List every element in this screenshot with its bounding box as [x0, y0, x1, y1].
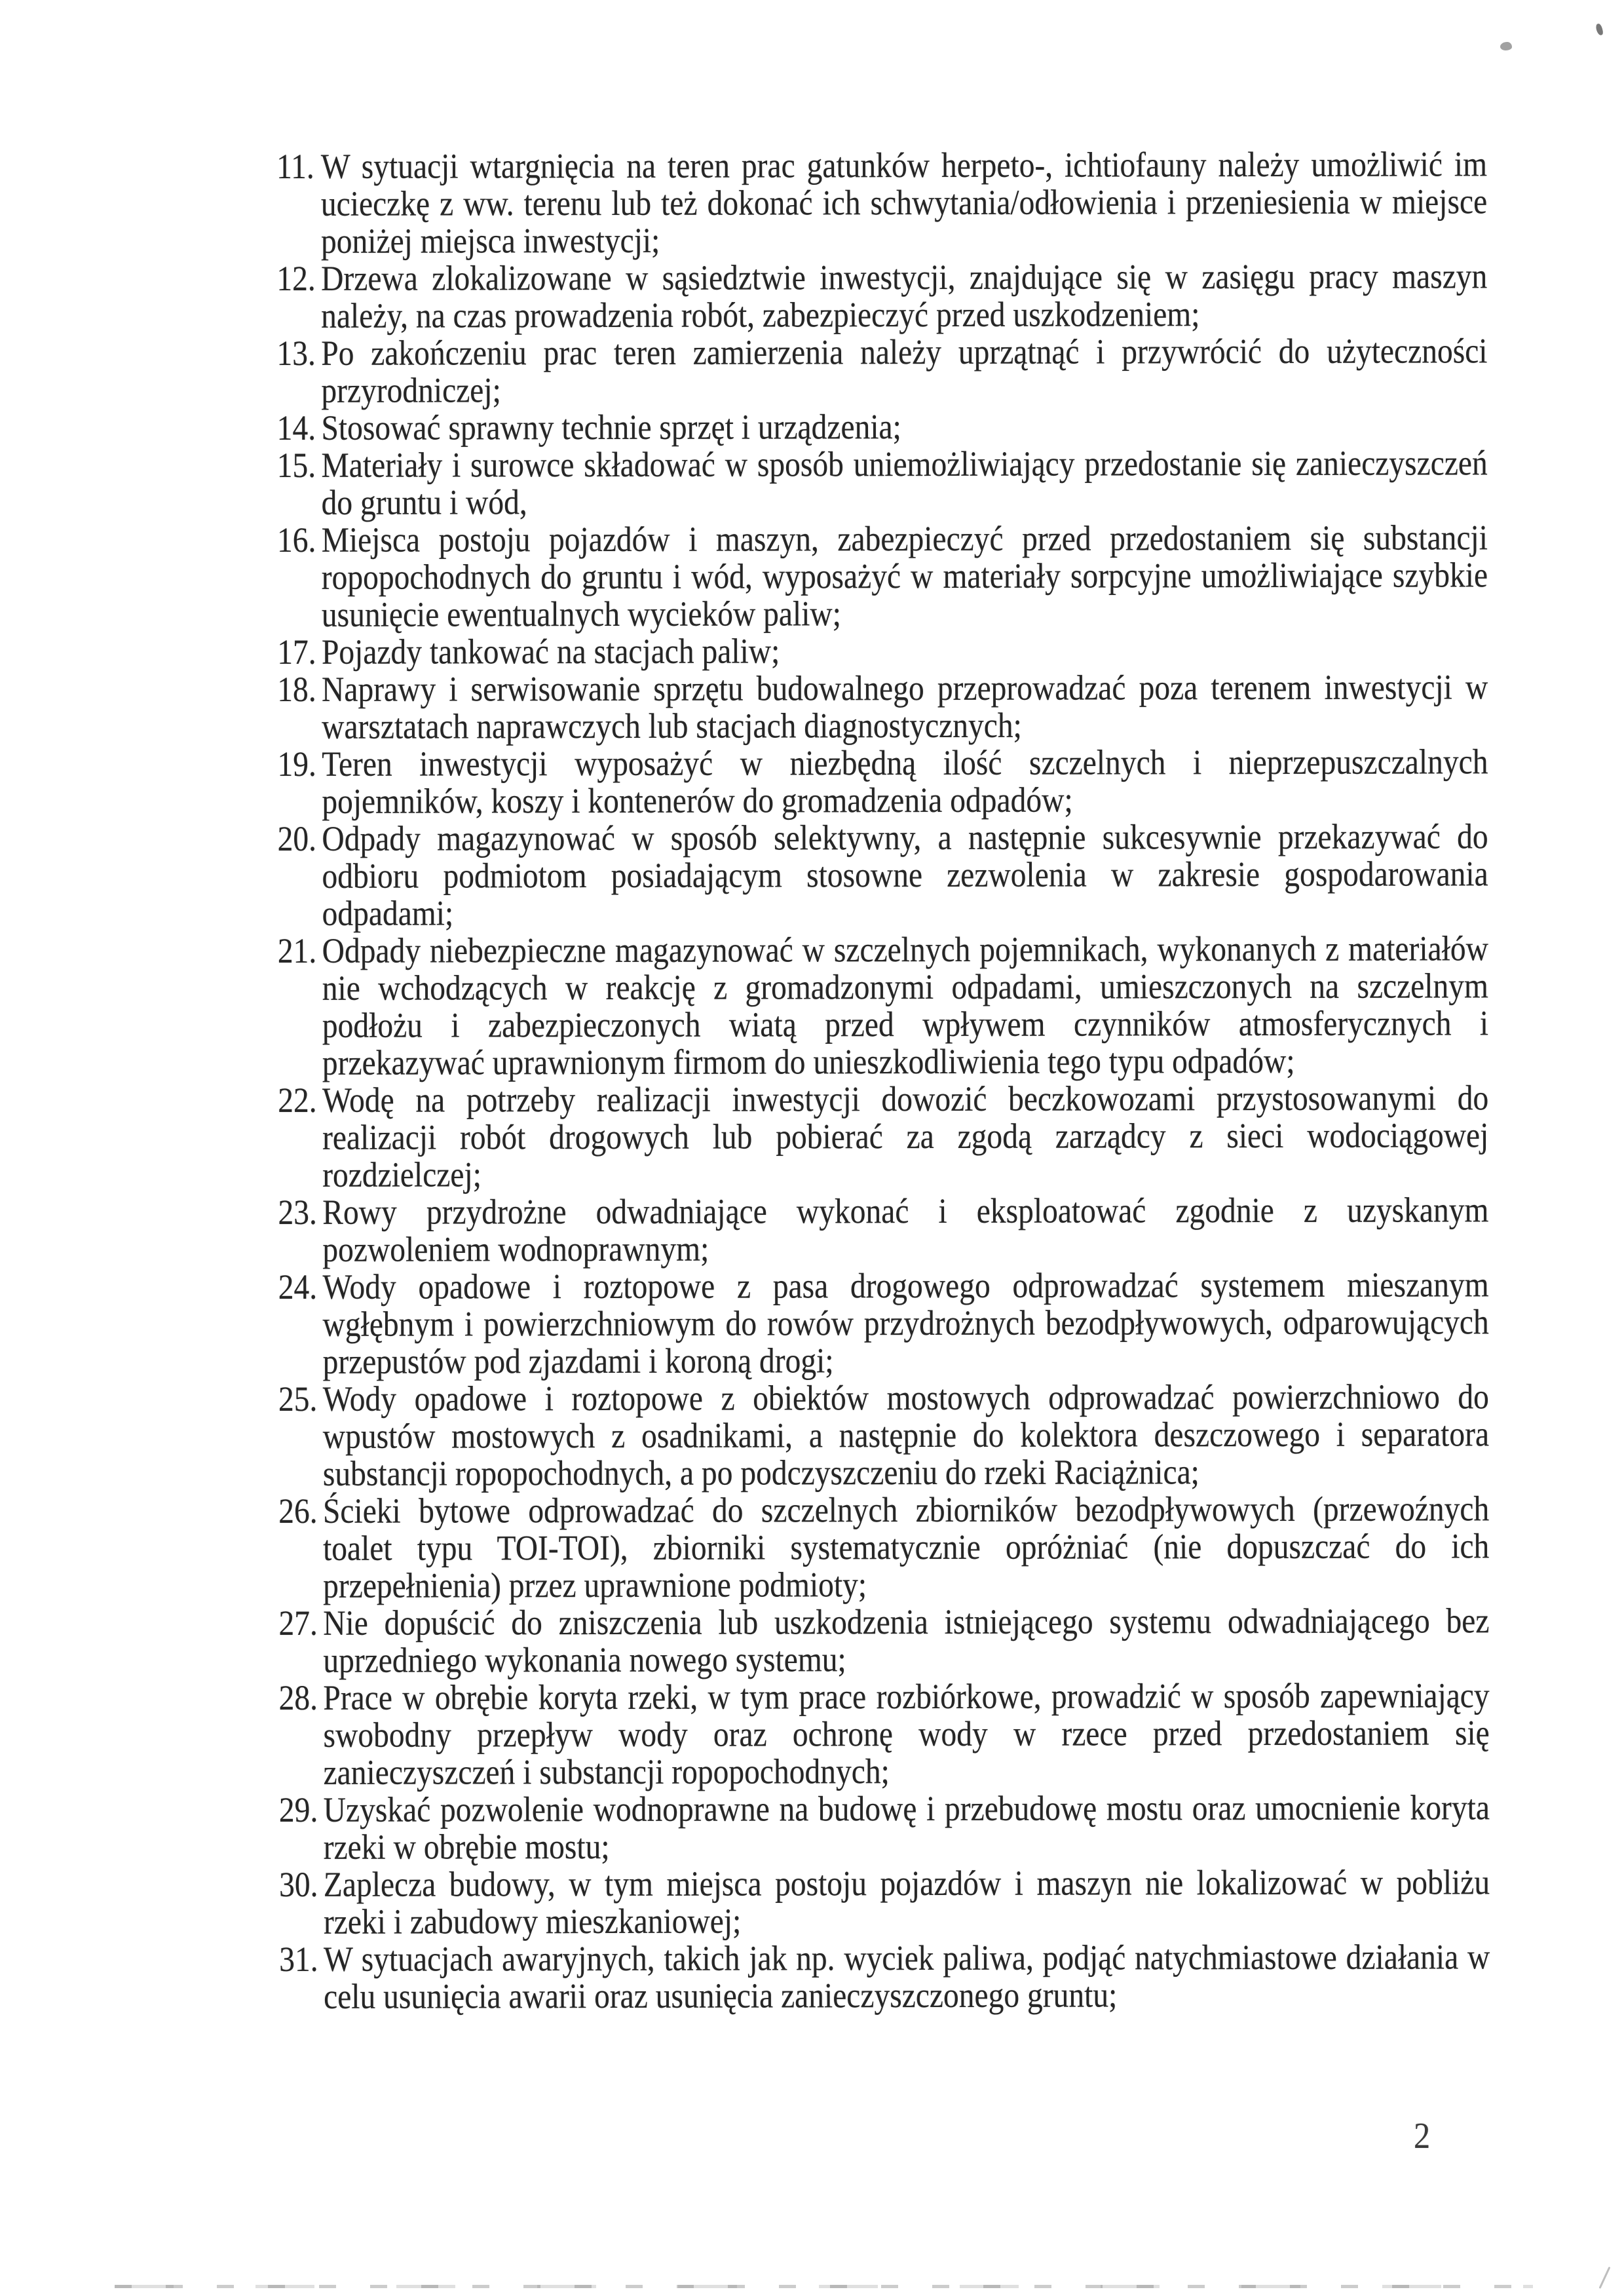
item-text: Pojazdy tankować na stacjach paliw;	[321, 631, 780, 672]
list-item	[278, 818, 1488, 932]
item-number: 14.	[276, 408, 316, 448]
list-item	[279, 1789, 1490, 1866]
scan-fleck	[1599, 2267, 1611, 2289]
list-item	[279, 1864, 1490, 1941]
item-number: 30.	[279, 1864, 318, 1904]
item-text: Ścieki bytowe odprowadzać do szczelnych zbiorników bezodpływowych (przewoźnych toalet typu TOI-TOI), zbiorniki systematycznie opróżniać (nie dopuszczać do ich przepełnienia) przez uprawnione podmioty;	[322, 1489, 1490, 1605]
item-number: 27.	[278, 1603, 318, 1643]
item-number: 19.	[277, 744, 316, 784]
item-number: 17.	[277, 632, 316, 672]
item-text: W sytuacji wtargnięcia na teren prac gatunków herpeto-, ichtiofauny należy umożliwić im ucieczkę z ww. terenu lub też dokonać ich schwytania/odłowienia i przeniesienia w miejsce poniżej miejsca inwestycji;	[320, 144, 1488, 261]
item-number: 15.	[276, 445, 316, 485]
list-item	[279, 1677, 1490, 1791]
item-number: 31.	[279, 1939, 318, 1979]
item-number: 26.	[278, 1491, 318, 1531]
item-text: Miejsca postoju pojazdów i maszyn, zabezpieczyć przed przedostaniem się substancji ropopochodnych do gruntu i wód, wyposażyć w materiały sorpcyjne umożliwiające szybkie usunięcie ewentualnych wycieków paliw;	[321, 518, 1488, 634]
item-number: 23.	[278, 1192, 317, 1232]
list-item	[278, 1490, 1489, 1605]
item-text: Zaplecza budowy, w tym miejsca postoju pojazdów i maszyn nie lokalizować w pobliżu rzeki i zabudowy mieszkaniowej;	[323, 1862, 1490, 1942]
item-text: Po zakończeniu prac teren zamierzenia należy uprzątnąć i przywrócić do użyteczności przyrodniczej;	[321, 331, 1488, 410]
item-text: Stosować sprawny technie sprzęt i urządzenia;	[321, 407, 901, 448]
list-item	[276, 258, 1487, 335]
item-number: 13.	[276, 333, 316, 373]
list-item	[278, 1266, 1489, 1381]
item-text: Rowy przydrożne odwadniające wykonać i eksploatować zgodnie z uzyskanym pozwoleniem wodnoprawnym;	[322, 1190, 1489, 1269]
list-item	[276, 332, 1487, 410]
document-text-block	[276, 145, 1490, 2016]
item-number: 18.	[277, 669, 316, 709]
list-item	[279, 1938, 1490, 2016]
item-text: Uzyskać pozwolenie wodnoprawne na budowę i przebudowę mostu oraz umocnienie koryta rzeki w obrębie mostu;	[323, 1788, 1490, 1867]
list-item	[277, 407, 1488, 447]
item-number: 29.	[278, 1789, 318, 1829]
requirements-list	[276, 145, 1490, 2016]
list-item	[278, 1191, 1488, 1269]
scan-speck	[1595, 23, 1604, 36]
item-text: Wodę na potrzeby realizacji inwestycji dowozić beczkowozami przystosowanymi do realizacji robót drogowych lub pobierać za zgodą zarządcy z sieci wodociągowej rozdzielczej;	[322, 1078, 1489, 1195]
list-item	[278, 1079, 1488, 1194]
item-text: Naprawy i serwisowanie sprzętu budowalnego przeprowadzać poza terenem inwestycji w warsztatach naprawczych lub stacjach diagnostycznych;	[321, 667, 1488, 746]
item-number: 28.	[278, 1677, 318, 1717]
scan-speck	[1500, 42, 1512, 50]
list-item	[278, 1378, 1489, 1493]
item-text: Drzewa zlokalizowane w sąsiedztwie inwestycji, znajdujące się w zasięgu pracy maszyn należy, na czas prowadzenia robót, zabezpieczyć przed uszkodzeniem;	[321, 256, 1488, 335]
scan-artifact-line	[115, 2285, 1533, 2288]
item-text: Prace w obrębie koryta rzeki, w tym prace rozbiórkowe, prowadzić w sposób zapewniający swobodny przepływ wody oraz ochronę wody w rzece przed przedostaniem się zanieczyszczeń i substancji ropopochodnych;	[323, 1675, 1490, 1792]
item-number: 22.	[278, 1080, 317, 1120]
list-item	[278, 1602, 1489, 1679]
list-item	[277, 519, 1488, 634]
item-text: Nie dopuścić do zniszczenia lub uszkodzenia istniejącego systemu odwadniającego bez uprzedniego wykonania nowego systemu;	[323, 1601, 1490, 1680]
list-item	[278, 930, 1488, 1082]
list-item	[276, 145, 1487, 260]
item-text: Wody opadowe i roztopowe z pasa drogowego odprowadzać systemem mieszanym wgłębnym i powierzchniowym do rowów przydrożnych bezodpływowych, odparowujących przepustów pod zjazdami i koroną drogi;	[322, 1265, 1489, 1381]
item-text: Teren inwestycji wyposażyć w niezbędną ilość szczelnych i nieprzepuszczalnych pojemników, koszy i kontenerów do gromadzenia odpadów;	[322, 742, 1488, 821]
item-number: 25.	[278, 1379, 318, 1419]
item-text: Odpady magazynować w sposób selektywny, a następnie sukcesywnie przekazywać do odbioru podmiotom posiadającym stosowne zezwolenia w zakresie gospodarowania odpadami;	[322, 816, 1488, 933]
item-number: 21.	[277, 930, 317, 970]
item-text: W sytuacjach awaryjnych, takich jak np. wyciek paliwa, podjąć natychmiastowe działania w celu usunięcia awarii oraz usunięcia zanieczyszczonego gruntu;	[323, 1937, 1490, 2016]
list-item	[277, 743, 1488, 820]
item-number: 12.	[276, 258, 316, 298]
item-text: Odpady niebezpieczne magazynować w szczelnych pojemnikach, wykonanych z materiałów nie wchodzących w reakcję z gromadzonymi odpadami, umieszczonych na szczelnym podłożu i zabezpieczonych wiatą przed wpływem czynników atmosferycznych i przekazywać uprawnionym firmom do unieszkodliwienia tego typu odpadów;	[322, 928, 1489, 1082]
item-number: 11.	[276, 146, 314, 186]
list-item	[277, 631, 1488, 671]
item-number: 24.	[278, 1267, 318, 1307]
item-number: 16.	[276, 520, 316, 560]
item-text: Materiały i surowce składować w sposób uniemożliwiający przedostanie się zanieczyszczeń do gruntu i wód,	[321, 443, 1488, 522]
list-item	[277, 444, 1488, 522]
item-text: Wody opadowe i roztopowe z obiektów mostowych odprowadzać powierzchniowo do wpustów mostowych z osadnikami, a następnie do kolektora deszczowego i separatora substancji ropopochodnych, a po podczyszczeniu do rzeki Raciążnica;	[322, 1377, 1490, 1493]
item-number: 20.	[277, 818, 317, 858]
list-item	[277, 668, 1488, 746]
page-number: 2	[1414, 2116, 1431, 2156]
